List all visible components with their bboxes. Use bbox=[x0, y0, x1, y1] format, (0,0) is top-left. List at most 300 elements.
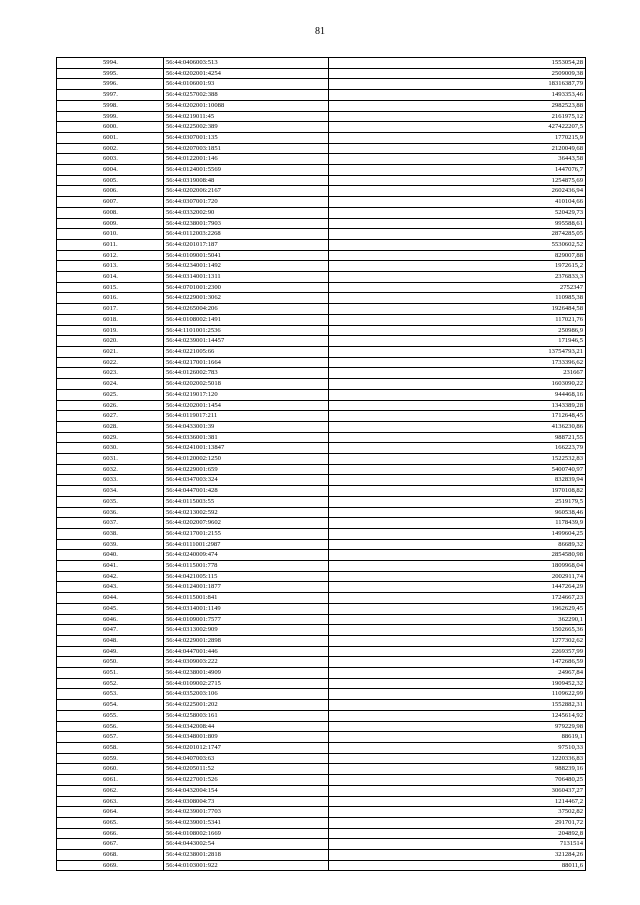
row-number: 6045. bbox=[57, 603, 164, 614]
table-row bbox=[57, 336, 586, 347]
row-number: 6035. bbox=[57, 496, 164, 507]
row-number: 6040. bbox=[57, 550, 164, 561]
cadastral-value: 944468,16 bbox=[329, 389, 586, 400]
table-row bbox=[57, 165, 586, 176]
row-number: 6018. bbox=[57, 314, 164, 325]
cadastral-value: 829007,88 bbox=[329, 250, 586, 261]
table-row bbox=[57, 175, 586, 186]
cadastral-number: 56:44:0109001:5041 bbox=[164, 250, 329, 261]
cadastral-number: 56:44:0258003:161 bbox=[164, 710, 329, 721]
row-number: 6004. bbox=[57, 165, 164, 176]
cadastral-value: 362290,1 bbox=[329, 614, 586, 625]
cadastral-value: 3060437,27 bbox=[329, 785, 586, 796]
cadastral-value: 171946,5 bbox=[329, 336, 586, 347]
table-row bbox=[57, 186, 586, 197]
row-number: 6061. bbox=[57, 775, 164, 786]
cadastral-number: 56:44:0108002:1669 bbox=[164, 828, 329, 839]
table-row bbox=[57, 796, 586, 807]
cadastral-number: 56:44:0120002:1250 bbox=[164, 454, 329, 465]
row-number: 6059. bbox=[57, 753, 164, 764]
table-row bbox=[57, 68, 586, 79]
row-number: 5998. bbox=[57, 100, 164, 111]
table-body bbox=[57, 58, 586, 871]
cadastral-value: 24967,84 bbox=[329, 668, 586, 679]
table-row bbox=[57, 100, 586, 111]
cadastral-number: 56:44:0447001:446 bbox=[164, 646, 329, 657]
table-row bbox=[57, 143, 586, 154]
row-number: 6039. bbox=[57, 539, 164, 550]
table-row bbox=[57, 496, 586, 507]
table-row bbox=[57, 379, 586, 390]
cadastral-number: 56:44:0119017:211 bbox=[164, 411, 329, 422]
cadastral-number: 56:44:0217001:2155 bbox=[164, 528, 329, 539]
table-row bbox=[57, 518, 586, 529]
cadastral-number: 56:44:0115001:778 bbox=[164, 561, 329, 572]
row-number: 6024. bbox=[57, 379, 164, 390]
cadastral-number: 56:44:0238001:2818 bbox=[164, 850, 329, 861]
cadastral-number: 56:44:0314001:1311 bbox=[164, 272, 329, 283]
cadastral-number: 56:44:0352003:106 bbox=[164, 689, 329, 700]
cadastral-number: 56:44:0257002:388 bbox=[164, 90, 329, 101]
table-row bbox=[57, 850, 586, 861]
table-row bbox=[57, 582, 586, 593]
row-number: 6068. bbox=[57, 850, 164, 861]
row-number: 6015. bbox=[57, 282, 164, 293]
cadastral-number: 56:44:0115003:55 bbox=[164, 496, 329, 507]
cadastral-number: 56:44:0201012:1747 bbox=[164, 743, 329, 754]
cadastral-number: 56:44:0202006:2167 bbox=[164, 186, 329, 197]
row-number: 6047. bbox=[57, 625, 164, 636]
cadastral-value: 1447076,7 bbox=[329, 165, 586, 176]
cadastral-number: 56:44:0406003:513 bbox=[164, 58, 329, 69]
table-row bbox=[57, 700, 586, 711]
cadastral-number: 56:44:0239001:7703 bbox=[164, 807, 329, 818]
row-number: 6042. bbox=[57, 571, 164, 582]
cadastral-number: 56:44:0347003:324 bbox=[164, 475, 329, 486]
table-row bbox=[57, 625, 586, 636]
cadastral-number: 56:44:0225002:389 bbox=[164, 122, 329, 133]
row-number: 5997. bbox=[57, 90, 164, 101]
row-number: 6014. bbox=[57, 272, 164, 283]
cadastral-value: 988721,55 bbox=[329, 432, 586, 443]
cadastral-number: 56:44:0126002:783 bbox=[164, 368, 329, 379]
table-row bbox=[57, 732, 586, 743]
table-row bbox=[57, 571, 586, 582]
cadastral-value: 2854580,98 bbox=[329, 550, 586, 561]
cadastral-number: 56:44:0239001:14457 bbox=[164, 336, 329, 347]
cadastral-value: 1214467,2 bbox=[329, 796, 586, 807]
cadastral-value: 1552882,31 bbox=[329, 700, 586, 711]
table-row bbox=[57, 218, 586, 229]
table-row bbox=[57, 678, 586, 689]
row-number: 6067. bbox=[57, 839, 164, 850]
cadastral-value: 1909452,32 bbox=[329, 678, 586, 689]
cadastral-value: 86689,32 bbox=[329, 539, 586, 550]
table-row bbox=[57, 603, 586, 614]
row-number: 6025. bbox=[57, 389, 164, 400]
cadastral-number: 56:44:0332002:90 bbox=[164, 207, 329, 218]
row-number: 6032. bbox=[57, 464, 164, 475]
cadastral-number: 56:44:0111001:2987 bbox=[164, 539, 329, 550]
cadastral-number: 56:44:0109001:7577 bbox=[164, 614, 329, 625]
cadastral-value: 5530602,52 bbox=[329, 239, 586, 250]
cadastral-number: 56:44:0701001:2300 bbox=[164, 282, 329, 293]
cadastral-value: 410104,66 bbox=[329, 197, 586, 208]
cadastral-value: 4136230,86 bbox=[329, 421, 586, 432]
row-number: 6056. bbox=[57, 721, 164, 732]
table-row bbox=[57, 860, 586, 871]
row-number: 6048. bbox=[57, 635, 164, 646]
table-row bbox=[57, 807, 586, 818]
table-row bbox=[57, 272, 586, 283]
cadastral-value: 204892,8 bbox=[329, 828, 586, 839]
table-row bbox=[57, 475, 586, 486]
cadastral-value: 1493353,46 bbox=[329, 90, 586, 101]
table-row bbox=[57, 239, 586, 250]
row-number: 5994. bbox=[57, 58, 164, 69]
table-row bbox=[57, 753, 586, 764]
table-row bbox=[57, 304, 586, 315]
table-row bbox=[57, 325, 586, 336]
row-number: 5999. bbox=[57, 111, 164, 122]
row-number: 6063. bbox=[57, 796, 164, 807]
cadastral-value: 166223,79 bbox=[329, 443, 586, 454]
cadastral-number: 56:44:0202001:10088 bbox=[164, 100, 329, 111]
cadastral-number: 56:44:0307001:135 bbox=[164, 132, 329, 143]
table-row bbox=[57, 454, 586, 465]
cadastral-value: 1970108,82 bbox=[329, 486, 586, 497]
row-number: 6012. bbox=[57, 250, 164, 261]
cadastral-value: 1724667,23 bbox=[329, 593, 586, 604]
cadastral-number: 56:44:0234001:1492 bbox=[164, 261, 329, 272]
cadastral-value: 1472686,59 bbox=[329, 657, 586, 668]
row-number: 6065. bbox=[57, 817, 164, 828]
row-number: 6055. bbox=[57, 710, 164, 721]
row-number: 6062. bbox=[57, 785, 164, 796]
cadastral-value: 1254875,69 bbox=[329, 175, 586, 186]
cadastral-value: 1245614,92 bbox=[329, 710, 586, 721]
row-number: 6006. bbox=[57, 186, 164, 197]
cadastral-value: 1926484,58 bbox=[329, 304, 586, 315]
table-row bbox=[57, 486, 586, 497]
cadastral-value: 1712648,45 bbox=[329, 411, 586, 422]
row-number: 6046. bbox=[57, 614, 164, 625]
row-number: 6052. bbox=[57, 678, 164, 689]
row-number: 6026. bbox=[57, 400, 164, 411]
row-number: 6002. bbox=[57, 143, 164, 154]
cadastral-number: 56:44:0313002:909 bbox=[164, 625, 329, 636]
table-row bbox=[57, 539, 586, 550]
cadastral-value: 110985,38 bbox=[329, 293, 586, 304]
table-row bbox=[57, 314, 586, 325]
table-row bbox=[57, 197, 586, 208]
cadastral-value: 1522532,83 bbox=[329, 454, 586, 465]
table-row bbox=[57, 561, 586, 572]
cadastral-number: 56:44:0221005:66 bbox=[164, 346, 329, 357]
cadastral-value: 250986,9 bbox=[329, 325, 586, 336]
table-row bbox=[57, 528, 586, 539]
cadastral-number: 56:44:1101001:2536 bbox=[164, 325, 329, 336]
cadastral-value: 2752347 bbox=[329, 282, 586, 293]
cadastral-number: 56:44:0103001:922 bbox=[164, 860, 329, 871]
table-row bbox=[57, 389, 586, 400]
cadastral-number: 56:44:0348001:809 bbox=[164, 732, 329, 743]
cadastral-value: 1109622,99 bbox=[329, 689, 586, 700]
cadastral-number: 56:44:0229001:3062 bbox=[164, 293, 329, 304]
cadastral-table bbox=[56, 57, 586, 871]
cadastral-value: 988239,16 bbox=[329, 764, 586, 775]
cadastral-value: 1962629,45 bbox=[329, 603, 586, 614]
cadastral-value: 2602436,94 bbox=[329, 186, 586, 197]
row-number: 6043. bbox=[57, 582, 164, 593]
row-number: 6054. bbox=[57, 700, 164, 711]
cadastral-value: 231667 bbox=[329, 368, 586, 379]
cadastral-value: 1178439,9 bbox=[329, 518, 586, 529]
cadastral-number: 56:44:0308004:73 bbox=[164, 796, 329, 807]
cadastral-number: 56:44:0433001:39 bbox=[164, 421, 329, 432]
row-number: 6044. bbox=[57, 593, 164, 604]
row-number: 6041. bbox=[57, 561, 164, 572]
table-row bbox=[57, 743, 586, 754]
table-row bbox=[57, 614, 586, 625]
cadastral-value: 36443,58 bbox=[329, 154, 586, 165]
page-number: 81 bbox=[315, 26, 325, 37]
table-row bbox=[57, 464, 586, 475]
row-number: 6021. bbox=[57, 346, 164, 357]
table-row bbox=[57, 635, 586, 646]
table-row bbox=[57, 357, 586, 368]
row-number: 6049. bbox=[57, 646, 164, 657]
cadastral-number: 56:44:0201017:187 bbox=[164, 239, 329, 250]
table-row bbox=[57, 58, 586, 69]
row-number: 6017. bbox=[57, 304, 164, 315]
row-number: 6022. bbox=[57, 357, 164, 368]
row-number: 6029. bbox=[57, 432, 164, 443]
cadastral-number: 56:44:0106001:93 bbox=[164, 79, 329, 90]
cadastral-number: 56:44:0342008:44 bbox=[164, 721, 329, 732]
row-number: 6027. bbox=[57, 411, 164, 422]
row-number: 6028. bbox=[57, 421, 164, 432]
cadastral-number: 56:44:0225001:202 bbox=[164, 700, 329, 711]
row-number: 6058. bbox=[57, 743, 164, 754]
cadastral-number: 56:44:0219017:120 bbox=[164, 389, 329, 400]
row-number: 6036. bbox=[57, 507, 164, 518]
table-row bbox=[57, 785, 586, 796]
cadastral-number: 56:44:0238001:7903 bbox=[164, 218, 329, 229]
cadastral-number: 56:44:0432004:154 bbox=[164, 785, 329, 796]
cadastral-number: 56:44:0202001:4254 bbox=[164, 68, 329, 79]
row-number: 5996. bbox=[57, 79, 164, 90]
cadastral-value: 520429,73 bbox=[329, 207, 586, 218]
row-number: 6064. bbox=[57, 807, 164, 818]
table-row bbox=[57, 154, 586, 165]
cadastral-value: 117021,76 bbox=[329, 314, 586, 325]
row-number: 6005. bbox=[57, 175, 164, 186]
row-number: 6030. bbox=[57, 443, 164, 454]
cadastral-number: 56:44:0336001:381 bbox=[164, 432, 329, 443]
table-row bbox=[57, 411, 586, 422]
cadastral-value: 2002911,74 bbox=[329, 571, 586, 582]
row-number: 6001. bbox=[57, 132, 164, 143]
cadastral-number: 56:44:0227001:526 bbox=[164, 775, 329, 786]
table-row bbox=[57, 261, 586, 272]
row-number: 6011. bbox=[57, 239, 164, 250]
cadastral-number: 56:44:0124001:1877 bbox=[164, 582, 329, 593]
row-number: 6038. bbox=[57, 528, 164, 539]
table-row bbox=[57, 111, 586, 122]
cadastral-number: 56:44:0447001:428 bbox=[164, 486, 329, 497]
table-row bbox=[57, 507, 586, 518]
row-number: 6016. bbox=[57, 293, 164, 304]
cadastral-value: 37502,82 bbox=[329, 807, 586, 818]
cadastral-value: 88011,6 bbox=[329, 860, 586, 871]
cadastral-value: 1809968,04 bbox=[329, 561, 586, 572]
table-row bbox=[57, 764, 586, 775]
table-row bbox=[57, 132, 586, 143]
table-row bbox=[57, 657, 586, 668]
cadastral-value: 2509009,38 bbox=[329, 68, 586, 79]
cadastral-number: 56:44:0202001:1454 bbox=[164, 400, 329, 411]
cadastral-value: 1502665,36 bbox=[329, 625, 586, 636]
cadastral-value: 5400740,97 bbox=[329, 464, 586, 475]
row-number: 6034. bbox=[57, 486, 164, 497]
cadastral-number: 56:44:0443002:54 bbox=[164, 839, 329, 850]
cadastral-value: 1553054,28 bbox=[329, 58, 586, 69]
row-number: 6010. bbox=[57, 229, 164, 240]
table-row bbox=[57, 839, 586, 850]
table-row bbox=[57, 668, 586, 679]
cadastral-number: 56:44:0213002:592 bbox=[164, 507, 329, 518]
cadastral-value: 13754793,21 bbox=[329, 346, 586, 357]
table-row bbox=[57, 710, 586, 721]
row-number: 6060. bbox=[57, 764, 164, 775]
row-number: 6007. bbox=[57, 197, 164, 208]
row-number: 6008. bbox=[57, 207, 164, 218]
cadastral-number: 56:44:0319008:48 bbox=[164, 175, 329, 186]
cadastral-value: 960538,46 bbox=[329, 507, 586, 518]
cadastral-value: 2161975,12 bbox=[329, 111, 586, 122]
row-number: 6003. bbox=[57, 154, 164, 165]
table-row bbox=[57, 646, 586, 657]
cadastral-number: 56:44:0314001:1149 bbox=[164, 603, 329, 614]
cadastral-number: 56:44:0108002:1491 bbox=[164, 314, 329, 325]
cadastral-value: 2874285,05 bbox=[329, 229, 586, 240]
cadastral-number: 56:44:0239001:5341 bbox=[164, 817, 329, 828]
row-number: 6037. bbox=[57, 518, 164, 529]
cadastral-number: 56:44:0207003:1851 bbox=[164, 143, 329, 154]
cadastral-value: 1733396,62 bbox=[329, 357, 586, 368]
cadastral-value: 2519179,5 bbox=[329, 496, 586, 507]
cadastral-number: 56:44:0229001:2898 bbox=[164, 635, 329, 646]
cadastral-value: 1220336,83 bbox=[329, 753, 586, 764]
table-row bbox=[57, 346, 586, 357]
row-number: 6053. bbox=[57, 689, 164, 700]
row-number: 6009. bbox=[57, 218, 164, 229]
table-row bbox=[57, 229, 586, 240]
cadastral-value: 2376833,3 bbox=[329, 272, 586, 283]
cadastral-value: 1277302,62 bbox=[329, 635, 586, 646]
cadastral-value: 1499604,25 bbox=[329, 528, 586, 539]
table-row bbox=[57, 817, 586, 828]
cadastral-value: 979229,98 bbox=[329, 721, 586, 732]
cadastral-number: 56:44:0109002:2715 bbox=[164, 678, 329, 689]
cadastral-number: 56:44:0241001:13847 bbox=[164, 443, 329, 454]
cadastral-number: 56:44:0115001:841 bbox=[164, 593, 329, 604]
row-number: 6057. bbox=[57, 732, 164, 743]
cadastral-value: 7131514 bbox=[329, 839, 586, 850]
table-row bbox=[57, 90, 586, 101]
table-row bbox=[57, 207, 586, 218]
table-row bbox=[57, 79, 586, 90]
cadastral-number: 56:44:0240009:474 bbox=[164, 550, 329, 561]
table-row bbox=[57, 550, 586, 561]
cadastral-value: 1770215,9 bbox=[329, 132, 586, 143]
row-number: 6019. bbox=[57, 325, 164, 336]
cadastral-value: 832839,94 bbox=[329, 475, 586, 486]
cadastral-value: 2982523,88 bbox=[329, 100, 586, 111]
cadastral-value: 1343389,28 bbox=[329, 400, 586, 411]
cadastral-number: 56:44:0307001:720 bbox=[164, 197, 329, 208]
table-row bbox=[57, 282, 586, 293]
cadastral-number: 56:44:0421005:115 bbox=[164, 571, 329, 582]
cadastral-value: 2269357,99 bbox=[329, 646, 586, 657]
table-row bbox=[57, 293, 586, 304]
cadastral-number: 56:44:0124001:5569 bbox=[164, 165, 329, 176]
cadastral-number: 56:44:0229001:659 bbox=[164, 464, 329, 475]
row-number: 6020. bbox=[57, 336, 164, 347]
table-row bbox=[57, 689, 586, 700]
cadastral-value: 97510,33 bbox=[329, 743, 586, 754]
table-row bbox=[57, 421, 586, 432]
row-number: 6000. bbox=[57, 122, 164, 133]
row-number: 6051. bbox=[57, 668, 164, 679]
row-number: 6033. bbox=[57, 475, 164, 486]
table-row bbox=[57, 368, 586, 379]
row-number: 6031. bbox=[57, 454, 164, 465]
table-row bbox=[57, 250, 586, 261]
cadastral-number: 56:44:0202007:9602 bbox=[164, 518, 329, 529]
cadastral-number: 56:44:0407003:63 bbox=[164, 753, 329, 764]
cadastral-value: 18316387,79 bbox=[329, 79, 586, 90]
row-number: 6013. bbox=[57, 261, 164, 272]
cadastral-number: 56:44:0238001:4909 bbox=[164, 668, 329, 679]
table-row bbox=[57, 122, 586, 133]
cadastral-value: 291701,72 bbox=[329, 817, 586, 828]
cadastral-number: 56:44:0122001:146 bbox=[164, 154, 329, 165]
cadastral-value: 1447264,29 bbox=[329, 582, 586, 593]
cadastral-value: 1972615,2 bbox=[329, 261, 586, 272]
row-number: 6023. bbox=[57, 368, 164, 379]
table-row bbox=[57, 443, 586, 454]
cadastral-number: 56:44:0265004:206 bbox=[164, 304, 329, 315]
table-row bbox=[57, 828, 586, 839]
cadastral-number: 56:44:0219011:45 bbox=[164, 111, 329, 122]
cadastral-number: 56:44:0202002:5018 bbox=[164, 379, 329, 390]
cadastral-number: 56:44:0309003:222 bbox=[164, 657, 329, 668]
cadastral-value: 88619,1 bbox=[329, 732, 586, 743]
row-number: 6069. bbox=[57, 860, 164, 871]
table-row bbox=[57, 775, 586, 786]
cadastral-value: 2120049,68 bbox=[329, 143, 586, 154]
cadastral-value: 995588,61 bbox=[329, 218, 586, 229]
table-row bbox=[57, 400, 586, 411]
row-number: 6050. bbox=[57, 657, 164, 668]
row-number: 5995. bbox=[57, 68, 164, 79]
table-row bbox=[57, 721, 586, 732]
row-number: 6066. bbox=[57, 828, 164, 839]
cadastral-value: 427422207,5 bbox=[329, 122, 586, 133]
cadastral-number: 56:44:0112003:2268 bbox=[164, 229, 329, 240]
